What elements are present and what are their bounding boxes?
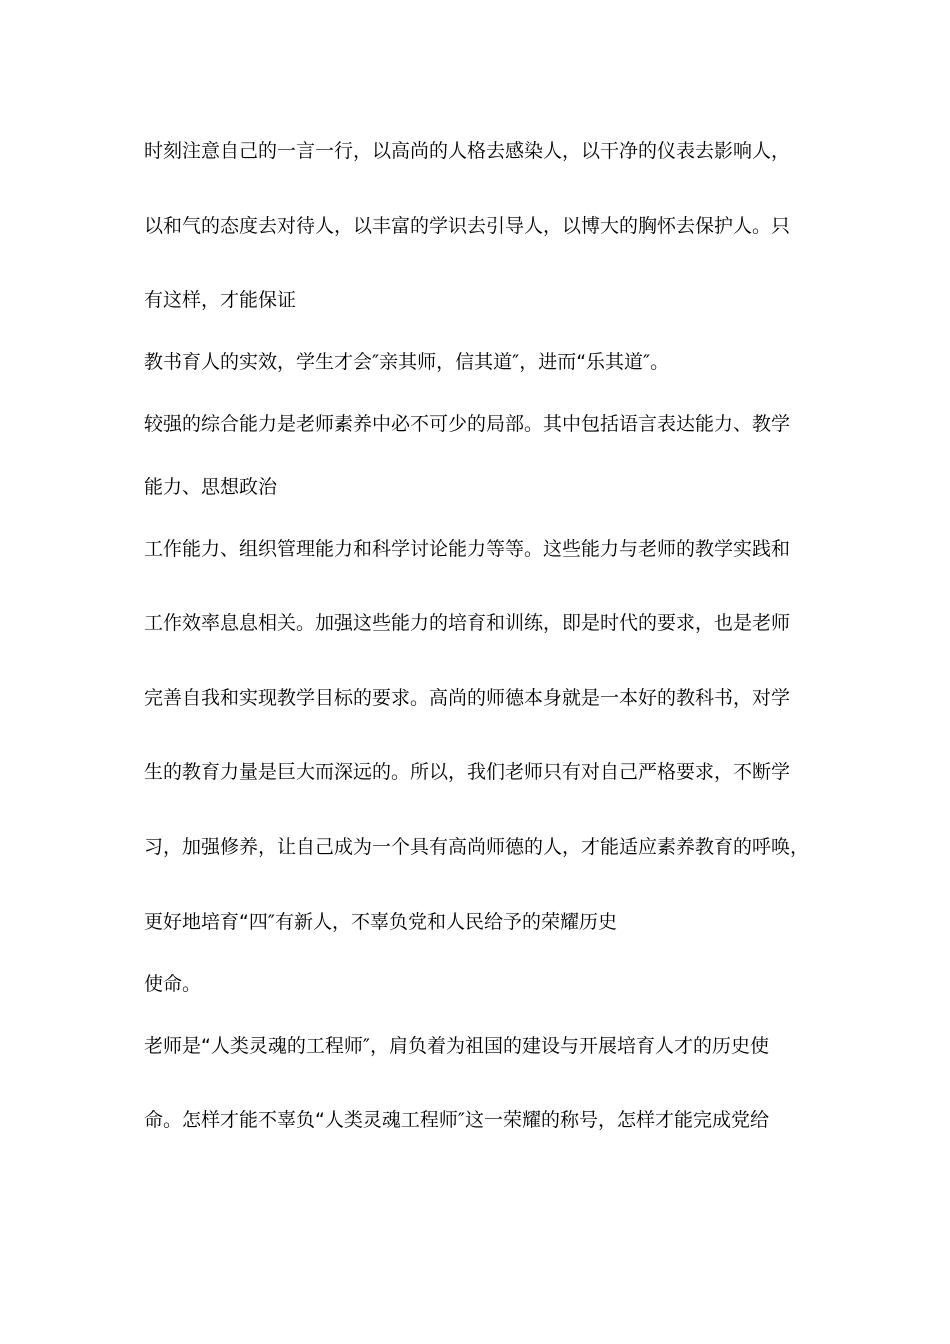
text-line-14: 老师是“人类灵魂的工程师″，肩负着为祖国的建设与开展培育人才的历史使 [144, 1035, 769, 1057]
text-line-1: 时刻注意自己的一言一行，以高尚的人格去感染人，以干净的仪表去影响人， [144, 140, 791, 162]
text-line-15: 命。怎样才能不辜负“人类灵魂工程师″这一荣耀的称号，怎样才能完成党给 [144, 1109, 769, 1131]
text-line-4: 教书育人的实效，学生才会″亲其师，信其道″，进而“乐其道″。 [144, 351, 670, 373]
text-line-9: 完善自我和实现教学目标的要求。高尚的师德本身就是一本好的教科书，对学 [144, 687, 791, 709]
text-line-6: 能力、思想政治 [144, 476, 278, 498]
text-line-7: 工作能力、组织管理能力和科学讨论能力等等。这些能力与老师的教学实践和 [144, 538, 791, 560]
text-line-5: 较强的综合能力是老师素养中必不可少的局部。其中包括语言表达能力、教学 [144, 413, 791, 435]
text-line-12: 更好地培育“四″有新人，不辜负党和人民给予的荣耀历史 [144, 911, 617, 933]
text-line-11: 习，加强修养，让自己成为一个具有高尚师德的人，才能适应素养教育的呼唤， [144, 836, 810, 858]
text-line-2: 以和气的态度去对待人，以丰富的学识去引导人，以博大的胸怀去保护人。只 [144, 215, 791, 237]
text-line-3: 有这样，才能保证 [144, 289, 297, 311]
text-line-10: 生的教育力量是巨大而深远的。所以，我们老师只有对自己严格要求，不断学 [144, 761, 791, 783]
text-line-13: 使命。 [144, 973, 202, 995]
text-line-8: 工作效率息息相关。加强这些能力的培育和训练，即是时代的要求，也是老师 [144, 612, 791, 634]
